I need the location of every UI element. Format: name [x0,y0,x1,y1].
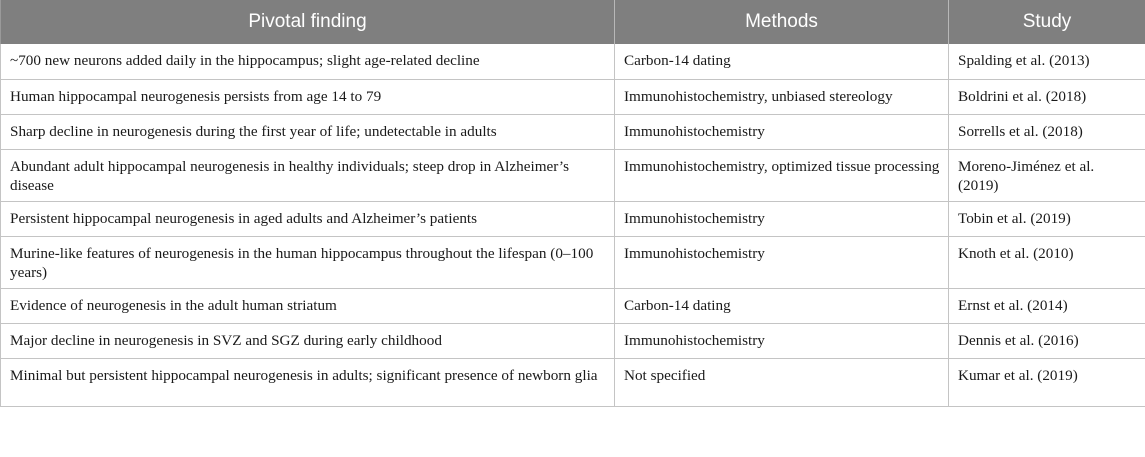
methods-cell: Immunohistochemistry [615,323,949,358]
methods-cell: Immunohistochemistry [615,114,949,149]
methods-cell: Immunohistochemistry, unbiased stereology [615,79,949,114]
column-header-methods: Methods [615,0,949,44]
table-row [1,44,1145,79]
finding-cell: Minimal but persistent hippocampal neurogenesis in adults; significant presence of newborn glia [1,358,615,406]
finding-cell: Persistent hippocampal neurogenesis in aged adults and Alzheimer’s patients [1,201,615,236]
study-cell: Moreno-Jiménez et al. (2019) [949,149,1145,201]
methods-cell: Carbon-14 dating [615,288,949,323]
column-header-finding: Pivotal finding [1,0,615,44]
study-cell: Sorrells et al. (2018) [949,114,1145,149]
finding-cell: Human hippocampal neurogenesis persists from age 14 to 79 [1,79,615,114]
table-row [1,79,1145,114]
finding-cell: ~700 new neurons added daily in the hippocampus; slight age-related decline [1,44,615,79]
methods-cell: Not specified [615,358,949,406]
methods-cell: Immunohistochemistry [615,236,949,288]
table-row [1,323,1145,358]
methods-cell: Immunohistochemistry, optimized tissue processing [615,149,949,201]
finding-cell: Major decline in neurogenesis in SVZ and SGZ during early childhood [1,323,615,358]
table-row [1,149,1145,201]
study-cell: Spalding et al. (2013) [949,44,1145,79]
table-row [1,288,1145,323]
table-row [1,201,1145,236]
study-cell: Kumar et al. (2019) [949,358,1145,406]
study-cell: Boldrini et al. (2018) [949,79,1145,114]
table-body [1,44,1145,406]
methods-cell: Immunohistochemistry [615,201,949,236]
study-cell: Knoth et al. (2010) [949,236,1145,288]
finding-cell: Abundant adult hippocampal neurogenesis in healthy individuals; steep drop in Alzheimer’s disease [1,149,615,201]
finding-cell: Evidence of neurogenesis in the adult human striatum [1,288,615,323]
methods-cell: Carbon-14 dating [615,44,949,79]
table-row [1,358,1145,406]
table-row [1,236,1145,288]
table-row [1,114,1145,149]
finding-cell: Murine-like features of neurogenesis in the human hippocampus throughout the lifespan (0–100 years) [1,236,615,288]
study-cell: Ernst et al. (2014) [949,288,1145,323]
table-header [1,0,1145,44]
header-row [1,0,1145,44]
column-header-study: Study [949,0,1145,44]
finding-cell: Sharp decline in neurogenesis during the first year of life; undetectable in adults [1,114,615,149]
study-cell: Dennis et al. (2016) [949,323,1145,358]
study-cell: Tobin et al. (2019) [949,201,1145,236]
